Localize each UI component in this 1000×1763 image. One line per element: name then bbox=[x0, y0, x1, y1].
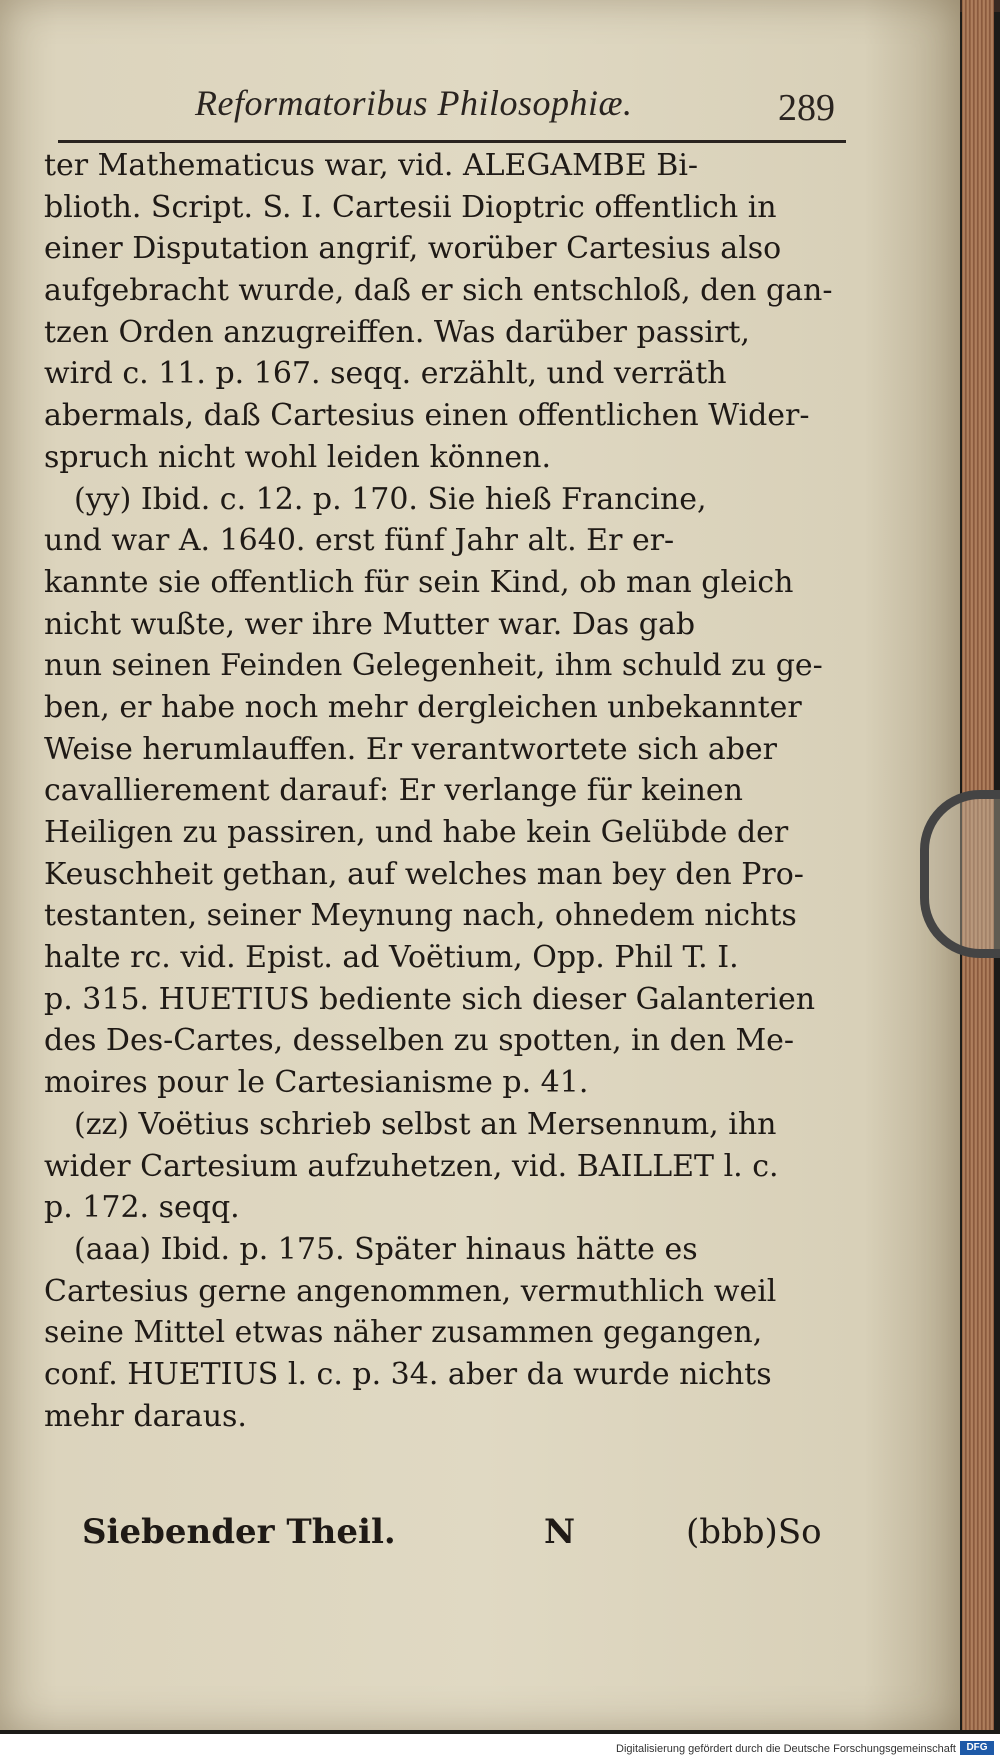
text-line: blioth. Script. S. I. Cartesii Dioptric offentlich in bbox=[44, 189, 777, 225]
text-line: testanten, seiner Meynung nach, ohnedem nichts bbox=[44, 898, 797, 934]
text-line: conf. HUETIUS l. c. p. 34. aber da wurde nichts bbox=[44, 1356, 772, 1392]
dfg-logo-icon: DFG bbox=[960, 1741, 994, 1755]
text-line: nun seinen Feinden Gelegenheit, ihm schuld zu ge- bbox=[44, 648, 823, 684]
page-number: 289 bbox=[778, 87, 835, 129]
text-line: einer Disputation angrif, worüber Cartesius also bbox=[44, 231, 782, 267]
text-line: wird c. 11. p. 167. seqq. erzählt, und verräth bbox=[44, 356, 727, 392]
text-line: mehr daraus. bbox=[44, 1398, 247, 1434]
book-clasp bbox=[920, 790, 1000, 958]
text-line: seine Mittel etwas näher zusammen gegangen, bbox=[44, 1315, 763, 1351]
body-text bbox=[44, 145, 854, 1437]
text-line: p. 172. seqq. bbox=[44, 1190, 240, 1226]
footnote-line: (zz) Voëtius schrieb selbst an Mersennum, ihn bbox=[74, 1106, 777, 1142]
text-line: tzen Orden anzugreiffen. Was darüber passirt, bbox=[44, 314, 750, 350]
catchword: (bbb)So bbox=[686, 1512, 822, 1552]
footnote-line: (aaa) Ibid. p. 175. Später hinaus hätte es bbox=[74, 1231, 698, 1267]
text-line: moires pour le Cartesianisme p. 41. bbox=[44, 1065, 589, 1101]
text-line: Heiligen zu passiren, und habe kein Gelübde der bbox=[44, 815, 789, 850]
footnote-line: (yy) Ibid. c. 12. p. 170. Sie hieß Francine, bbox=[74, 481, 707, 517]
text-line: p. 315. HUETIUS bediente sich dieser Galanterien bbox=[44, 981, 816, 1017]
text-line: ben, er habe noch mehr dergleichen unbekannter bbox=[44, 689, 802, 725]
text-line: nicht wußte, wer ihre Mutter war. Das gab bbox=[44, 606, 696, 642]
text-line: des Des-Cartes, desselben zu spotten, in den Me- bbox=[44, 1023, 795, 1059]
credit-text: Digitalisierung gefördert durch die Deutsche Forschungsgemeinschaft bbox=[616, 1743, 956, 1755]
text-line: abermals, daß Cartesius einen offentlichen Wider- bbox=[44, 398, 810, 434]
text-line: Cartesius gerne angenommen, vermuthlich weil bbox=[44, 1273, 777, 1309]
text-line: und war A. 1640. erst fünf Jahr alt. Er er- bbox=[44, 523, 675, 559]
signature-mark: N bbox=[544, 1512, 576, 1552]
text-line: aufgebracht wurde, daß er sich entschloß, den gan- bbox=[44, 273, 833, 309]
text-line: spruch nicht wohl leiden können. bbox=[44, 439, 551, 475]
signature-title: Siebender Theil. bbox=[82, 1512, 396, 1552]
running-head: Reformatoribus Philosophiæ. bbox=[195, 83, 633, 123]
text-line: kannte sie offentlich für sein Kind, ob man gleich bbox=[44, 564, 794, 600]
text-line: wider Cartesium aufzuhetzen, vid. BAILLET l. c. bbox=[44, 1148, 779, 1184]
text-line: ter Mathematicus war, vid. ALEGAMBE Bi- bbox=[44, 148, 699, 183]
text-line: cavallierement darauf: Er verlange für keinen bbox=[44, 773, 743, 809]
text-line: halte rc. vid. Epist. ad Voëtium, Opp. Phil T. I. bbox=[44, 940, 739, 976]
credit-bar bbox=[0, 1734, 1000, 1763]
header-rule bbox=[58, 140, 846, 143]
text-line: Weise herumlauffen. Er verantwortete sich aber bbox=[44, 731, 778, 767]
text-line: Keuschheit gethan, auf welches man bey den Pro- bbox=[44, 856, 804, 892]
